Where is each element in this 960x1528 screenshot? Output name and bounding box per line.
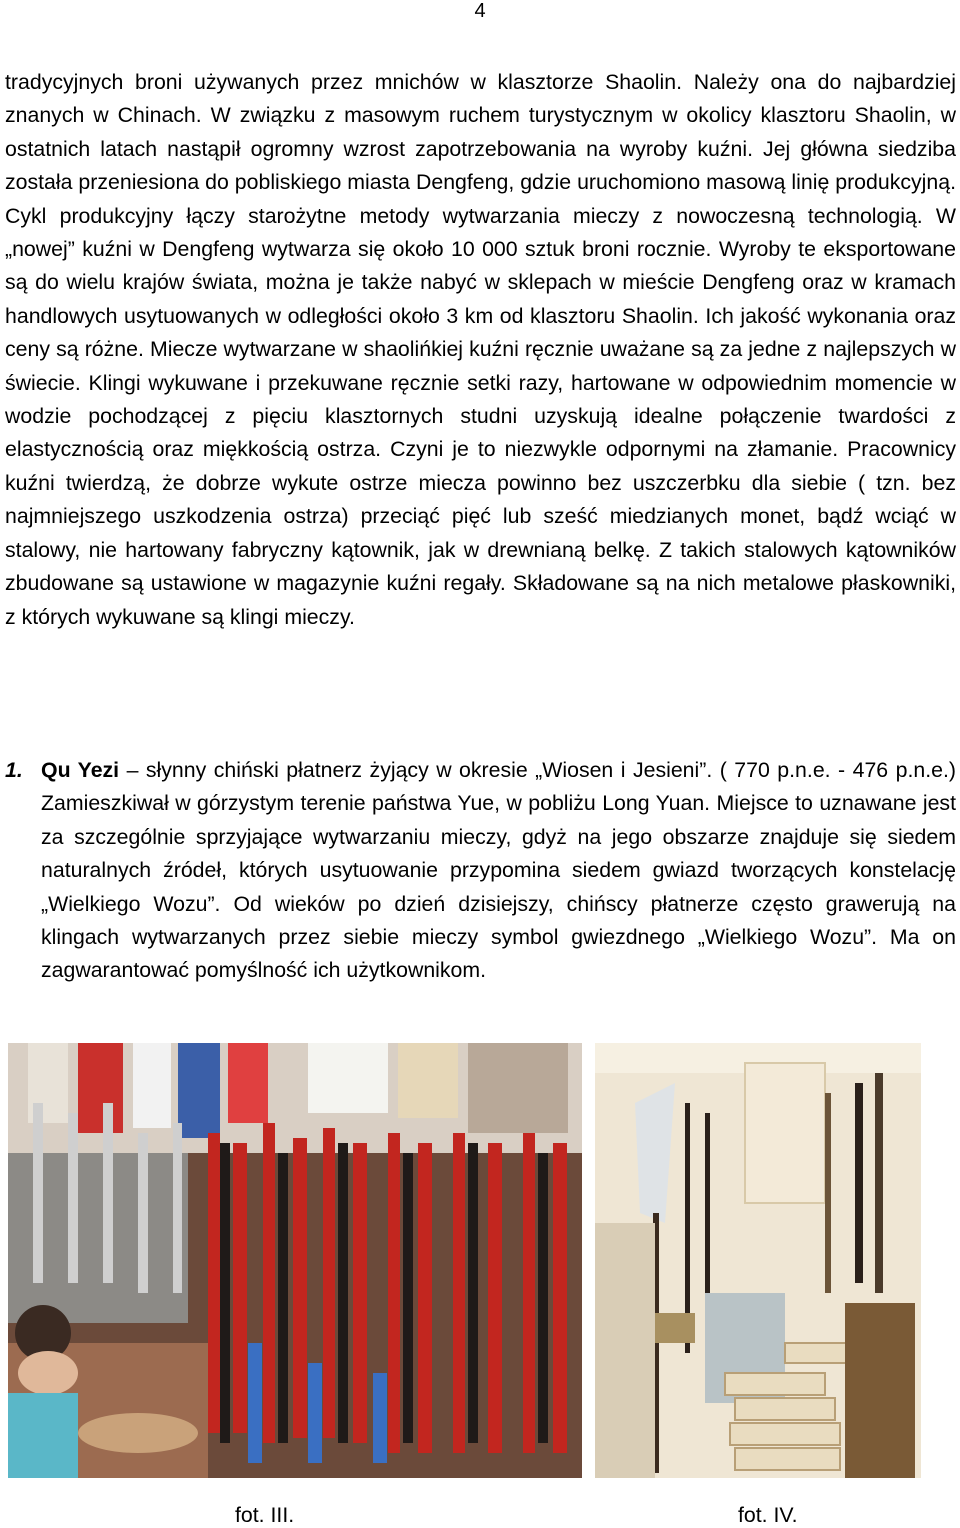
list-item-body <box>41 754 956 988</box>
photo-sword-shop-interior <box>595 1043 921 1478</box>
list-item-text: – słynny chiński płatnerz żyjący w okresie „Wiosen i Jesieni”. ( 770 p.n.e. - 476 p.n.e.) Zamieszkiwał w górzystym terenie państwa Yue, w pobliżu Long Yuan. Miejsce to uznawane jest za szczególnie sprzyjające wytwarzaniu mieczy, gdyż na jego obszarze znajduje się siedem naturalnych źródeł, których usytuowanie przypomina siedem gwiazd tworzących konstelację „Wielkiego Wozu”. Od wieków po dzień dzisiejszy, chińscy płatnerze często grawerują na klingach wytwarzanych przez siebie mieczy symbol gwiezdnego „Wielkiego Wozu”. Ma on zagwarantować pomyślność ich użytkownikom. <box>41 758 957 983</box>
page-number: 4 <box>474 0 486 22</box>
list-item-name: Qu Yezi <box>41 758 120 782</box>
list-item <box>5 754 956 988</box>
list-item-number: 1. <box>5 758 23 782</box>
photo-4-caption: fot. IV. <box>738 1503 798 1527</box>
photo-sword-market-illustration <box>8 1043 582 1478</box>
photo-sword-market-stall <box>8 1043 582 1478</box>
photo-3-caption: fot. III. <box>235 1503 295 1527</box>
photo-sword-shop-illustration <box>595 1043 921 1478</box>
body-paragraph: tradycyjnych broni używanych przez mnichów w klasztorze Shaolin. Należy ona do najbardziej znanych w Chinach. W związku z masowym ruchem turystycznym w okolicy klasztoru Shaolin, w ostatnich latach nastąpił ogromny wzrost zapotrzebowania na wyroby kuźni. Jej główna siedziba została przeniesiona do pobliskiego miasta Dengfeng, gdzie uruchomiono masową linię produkcyjną. Cykl produkcyjny łączy starożytne metody wytwarzania mieczy z nowoczesną technologią. W „nowej” kuźni w Dengfeng wytwarza się około 10 000 sztuk broni rocznie. Wyroby te eksportowane są do wielu krajów świata, można je także nabyć w sklepach w mieście Dengfeng oraz w kramach handlowych usytuowanych w odległości około 3 km od klasztoru Shaolin. Ich jakość wykonania oraz ceny są różne. Miecze wytwarzane w shaolińkiej kuźni ręcznie uważane są za jedne z najlepszych w świecie. Klingi wykuwane i przekuwane ręcznie setki razy, hartowane w odpowiednim momencie w wodzie pochodzącej z pięciu klasztornych studni uzyskują idealne połączenie twardości z elastycznością oraz miękkością ostrza. Czyni je to niezwykle odpornymi na złamanie. Pracownicy kuźni twierdzą, że dobrze wykute ostrze miecza powinno bez uszczerbku dla siebie ( tzn. bez najmniejszego uszkodzenia ostrza) przeciąć pięć lub sześć miedzianych monet, bądź wciąć w stalowy, nie hartowany fabryczny kątownik, jak w drewnianą belkę. Z takich stalowych kątowników zbudowane są ustawione w magazynie kuźni regały. Składowane są na nich metalowe płaskowniki, z których wykuwane są klingi mieczy. <box>5 70 956 629</box>
footnote-list <box>5 754 956 988</box>
